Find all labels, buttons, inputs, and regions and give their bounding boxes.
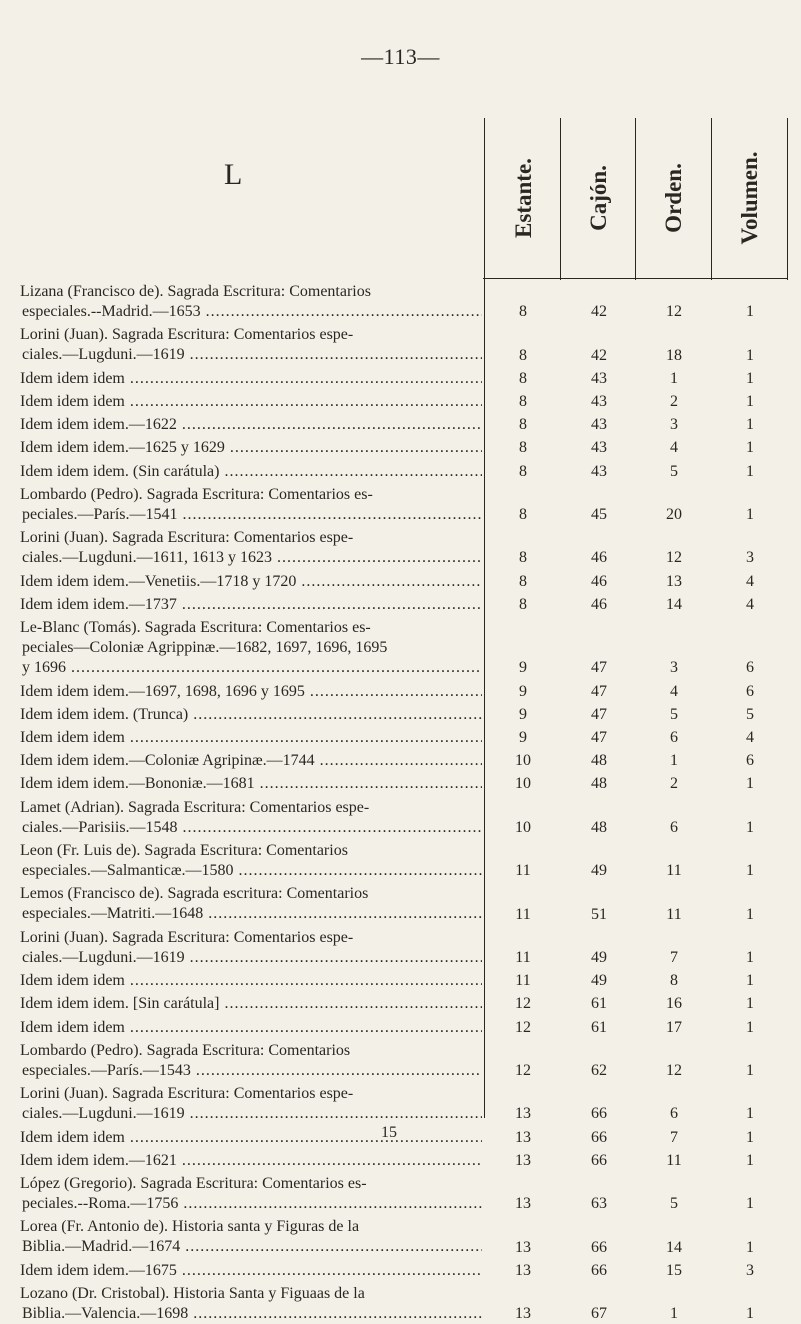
catalog-entry xyxy=(20,595,482,615)
entry-text-line: Idem idem idem.—1737 ..... xyxy=(20,595,482,615)
entry-text-line: Lorini (Juan). Sagrada Escritura: Comentarios espe- xyxy=(20,1085,354,1103)
entry-volumen: 6 xyxy=(746,752,754,770)
entry-cajon: 48 xyxy=(591,752,607,770)
entry-text-line: Idem idem idem.—1625 y 1629 ..... xyxy=(20,438,482,458)
entry-estante: 8 xyxy=(519,572,527,590)
entry-cajon: 48 xyxy=(591,775,607,793)
entry-estante: 13 xyxy=(515,1195,531,1213)
entry-text-line: Idem idem idem. (Sin carátula) ..... xyxy=(20,462,482,482)
column-header-volumen: Volumen. xyxy=(736,151,762,245)
entry-estante: 8 xyxy=(519,346,527,364)
entry-volumen: 1 xyxy=(746,439,754,457)
entry-text-line: especiales.—Matriti.—1648 ..... xyxy=(20,904,482,924)
catalog-entry xyxy=(20,1174,482,1214)
entry-estante: 13 xyxy=(515,1128,531,1146)
entry-orden: 12 xyxy=(666,549,682,567)
catalog-entry xyxy=(20,798,482,838)
entry-text-line: Idem idem idem.—Coloniæ Agripinæ.—1744 ..... xyxy=(20,751,482,771)
entry-estante: 8 xyxy=(519,549,527,567)
entry-text-line: ciales.—Lugduni.—1619 ..... xyxy=(20,1104,482,1124)
entry-volumen: 1 xyxy=(746,1305,754,1323)
catalog-entry xyxy=(20,1284,482,1324)
entry-volumen: 5 xyxy=(746,705,754,723)
entry-cajon: 66 xyxy=(591,1105,607,1123)
entry-orden: 14 xyxy=(666,1238,682,1256)
entry-orden: 1 xyxy=(670,1305,678,1323)
entry-text-line: Idem idem idem.—Bononiæ.—1681 ..... xyxy=(20,774,482,794)
entry-cajon: 51 xyxy=(591,905,607,923)
header-rule xyxy=(483,278,787,279)
entry-text-line: Lombardo (Pedro). Sagrada Escritura: Comentarios xyxy=(20,1041,351,1059)
entry-estante: 9 xyxy=(519,729,527,746)
entry-cajon: 43 xyxy=(591,439,607,457)
entry-cajon: 47 xyxy=(591,729,607,746)
catalog-entry xyxy=(20,728,482,748)
entry-cajon: 43 xyxy=(591,369,607,387)
entry-orden: 6 xyxy=(670,818,678,836)
entry-volumen: 1 xyxy=(746,346,754,364)
column-rule-1 xyxy=(560,118,561,280)
entry-cajon: 47 xyxy=(591,705,607,723)
entry-orden: 14 xyxy=(666,595,682,613)
entry-estante: 8 xyxy=(519,369,527,387)
entry-cajon: 43 xyxy=(591,393,607,410)
entry-text-line: Biblia.—Madrid.—1674 ..... xyxy=(20,1237,482,1257)
entry-estante: 8 xyxy=(519,439,527,457)
entry-estante: 13 xyxy=(515,1105,531,1123)
entry-orden: 17 xyxy=(666,1018,682,1036)
entry-estante: 11 xyxy=(515,949,531,966)
entry-cajon: 66 xyxy=(591,1128,607,1146)
entry-cajon: 49 xyxy=(591,862,607,880)
entry-orden: 4 xyxy=(670,682,678,700)
entry-estante: 13 xyxy=(515,1151,531,1169)
entry-volumen: 1 xyxy=(746,1238,754,1256)
entry-text-line: Lozano (Dr. Cristobal). Historia Santa y Figuaas de la xyxy=(20,1285,365,1302)
entry-volumen: 1 xyxy=(746,1151,754,1169)
entry-volumen: 1 xyxy=(746,1105,754,1123)
entry-cajon: 46 xyxy=(591,572,607,590)
entry-orden: 1 xyxy=(670,752,678,770)
entry-volumen: 1 xyxy=(746,775,754,793)
entry-text-line: Lorini (Juan). Sagrada Escritura: Comentarios espe- xyxy=(20,928,354,946)
entry-cajon: 42 xyxy=(591,303,607,321)
catalog-entry xyxy=(20,1084,482,1124)
column-rule-2 xyxy=(635,118,636,280)
entry-estante: 9 xyxy=(519,705,527,723)
entry-estante: 12 xyxy=(515,1062,531,1079)
column-header-estante: Estante. xyxy=(510,158,536,238)
catalog-entry xyxy=(20,1151,482,1171)
section-letter: L xyxy=(224,158,243,191)
entry-orden: 11 xyxy=(666,905,682,923)
entry-orden: 12 xyxy=(666,303,682,321)
entry-estante: 13 xyxy=(515,1261,531,1279)
entry-estante: 9 xyxy=(519,659,527,677)
column-rule-3 xyxy=(711,118,712,280)
entry-text-line: peciales—Coloniæ Agrippinæ.—1682, 1697, 1696, 1695 xyxy=(22,639,388,656)
catalog-entry xyxy=(20,841,482,881)
entry-cajon: 66 xyxy=(591,1261,607,1279)
entry-orden: 13 xyxy=(666,572,682,590)
entry-text-line: Idem idem idem ..... xyxy=(20,971,482,991)
entry-orden: 3 xyxy=(670,659,678,677)
entry-text-line: Idem idem idem ..... xyxy=(20,1128,482,1148)
column-header-cajon: Cajón. xyxy=(585,165,611,231)
entry-text-line: Leon (Fr. Luis de). Sagrada Escritura: Comentarios xyxy=(20,842,348,859)
entry-orden: 15 xyxy=(666,1261,682,1279)
entry-text-line: Idem idem idem. (Trunca) ..... xyxy=(20,705,482,725)
entry-orden: 7 xyxy=(670,1128,678,1146)
catalog-entry xyxy=(20,884,482,924)
entry-estante: 9 xyxy=(519,682,527,700)
entry-cajon: 48 xyxy=(591,818,607,836)
entry-cajon: 47 xyxy=(591,682,607,700)
catalog-entry xyxy=(20,462,482,482)
entry-cajon: 61 xyxy=(591,1018,607,1036)
entry-estante: 8 xyxy=(519,506,527,523)
entry-volumen: 1 xyxy=(746,905,754,923)
entry-text-line: ciales.—Parisiis.—1548 ..... xyxy=(20,818,482,838)
entry-text-line: López (Gregorio). Sagrada Escritura: Comentarios es- xyxy=(20,1175,367,1192)
entry-estante: 11 xyxy=(515,862,531,880)
catalog-entry xyxy=(20,415,482,435)
entry-orden: 6 xyxy=(670,729,678,746)
page-number: —113— xyxy=(361,44,440,69)
column-rule-left xyxy=(484,118,485,1118)
entry-text-line: Idem idem idem ..... xyxy=(20,728,482,748)
entry-volumen: 1 xyxy=(746,303,754,321)
entry-text-line: Lorini (Juan). Sagrada Escritura: Comentarios espe- xyxy=(20,326,354,344)
entry-volumen: 4 xyxy=(746,572,754,590)
catalog-entry xyxy=(20,392,482,412)
catalog-entry xyxy=(20,994,482,1014)
entry-text-line: Idem idem idem.—Venetiis.—1718 y 1720 ..... xyxy=(20,572,482,592)
column-rule-right xyxy=(787,118,788,280)
entry-text-line: Lombardo (Pedro). Sagrada Escritura: Comentarios es- xyxy=(20,485,373,503)
entry-text-line: especiales.—Salmanticæ.—1580 ..... xyxy=(20,861,482,881)
entry-text-line: Idem idem idem.—1697, 1698, 1696 y 1695 ..... xyxy=(20,682,482,702)
entry-orden: 5 xyxy=(670,705,678,723)
entry-text-line: Idem idem idem ..... xyxy=(20,1018,482,1038)
entry-orden: 12 xyxy=(666,1062,682,1079)
entry-orden: 18 xyxy=(666,346,682,364)
entry-cajon: 43 xyxy=(591,462,607,480)
entry-text-line: Lizana (Francisco de). Sagrada Escritura: Comentarios xyxy=(20,283,371,300)
entry-volumen: 1 xyxy=(746,949,754,966)
entry-orden: 11 xyxy=(666,1151,682,1169)
entry-estante: 8 xyxy=(519,416,527,434)
entry-text-line: ciales.—Lugduni.—1619 ..... xyxy=(20,948,482,968)
entry-volumen: 1 xyxy=(746,1018,754,1036)
entry-volumen: 1 xyxy=(746,462,754,480)
entry-orden: 11 xyxy=(666,862,682,880)
catalog-entry xyxy=(20,1018,482,1038)
entry-estante: 10 xyxy=(515,752,531,770)
entry-estante: 8 xyxy=(519,595,527,613)
catalog-entry xyxy=(20,528,482,568)
entry-estante: 10 xyxy=(515,818,531,836)
catalog-entry xyxy=(20,774,482,794)
entry-text-line: peciales.--Roma.—1756 ..... xyxy=(20,1194,482,1214)
entry-cajon: 63 xyxy=(591,1195,607,1213)
entry-cajon: 62 xyxy=(591,1062,607,1079)
entry-orden: 16 xyxy=(666,995,682,1013)
entry-text-line: Idem idem idem.—1621 ..... xyxy=(20,1151,482,1171)
entry-orden: 7 xyxy=(670,949,678,966)
entry-cajon: 45 xyxy=(591,506,607,523)
entry-cajon: 66 xyxy=(591,1238,607,1256)
entry-volumen: 1 xyxy=(746,393,754,410)
entry-volumen: 4 xyxy=(746,595,754,613)
catalog-entry xyxy=(20,438,482,458)
entry-estante: 10 xyxy=(515,775,531,793)
entry-estante: 11 xyxy=(515,905,531,923)
entry-text-line: Idem idem idem.—1675 ..... xyxy=(20,1261,482,1281)
catalog-entry xyxy=(20,618,482,678)
entry-estante: 12 xyxy=(515,1018,531,1036)
entry-cajon: 49 xyxy=(591,949,607,966)
entry-text-line: peciales.—París.—1541 ..... xyxy=(20,505,482,525)
entry-text-line: Idem idem idem. [Sin carátula] ..... xyxy=(20,994,482,1014)
catalog-entry xyxy=(20,369,482,389)
entry-text-line: especiales.--Madrid.—1653 ..... xyxy=(20,302,482,322)
entry-volumen: 1 xyxy=(746,1062,754,1079)
entry-estante: 8 xyxy=(519,303,527,321)
entry-cajon: 66 xyxy=(591,1151,607,1169)
entry-estante: 8 xyxy=(519,393,527,410)
entry-volumen: 1 xyxy=(746,416,754,434)
entry-orden: 5 xyxy=(670,1195,678,1213)
entry-orden: 6 xyxy=(670,1105,678,1123)
entry-cajon: 49 xyxy=(591,972,607,990)
entry-volumen: 6 xyxy=(746,659,754,677)
entry-text-line: Biblia.—Valencia.—1698 ..... xyxy=(20,1304,482,1324)
catalog-entry xyxy=(20,751,482,771)
entry-orden: 2 xyxy=(670,775,678,793)
catalog-entry xyxy=(20,971,482,991)
entry-cajon: 43 xyxy=(591,416,607,434)
catalog-entry xyxy=(20,572,482,592)
entry-text-line: Idem idem idem ..... xyxy=(20,392,482,412)
catalog-entry xyxy=(20,1261,482,1281)
entry-text-line: especiales.—París.—1543 ..... xyxy=(20,1061,482,1081)
catalog-entry xyxy=(20,325,482,365)
entry-orden: 2 xyxy=(670,393,678,410)
entry-text-line: ciales.—Lugduni.—1619 ..... xyxy=(20,345,482,365)
catalog-entry xyxy=(20,705,482,725)
entry-estante: 13 xyxy=(515,1305,531,1323)
entry-text-line: Lorea (Fr. Antonio de). Historia santa y Figuras de la xyxy=(20,1218,360,1236)
entry-text-line: ciales.—Lugduni.—1611, 1613 y 1623 ..... xyxy=(20,548,482,568)
entry-orden: 4 xyxy=(670,439,678,457)
entry-orden: 3 xyxy=(670,416,678,434)
entry-text-line: Lemos (Francisco de). Sagrada escritura: Comentarios xyxy=(20,885,369,903)
catalog-entry xyxy=(20,682,482,702)
catalog-entry xyxy=(20,485,482,525)
entry-cajon: 46 xyxy=(591,549,607,567)
catalog-entry xyxy=(20,1217,482,1257)
entry-text-line: Idem idem idem ..... xyxy=(20,369,482,389)
entry-text-line: Idem idem idem.—1622 ..... xyxy=(20,415,482,435)
entry-volumen: 6 xyxy=(746,682,754,700)
catalog-entry xyxy=(20,1041,482,1081)
entry-text-line: Lamet (Adrian). Sagrada Escritura: Comentarios espe- xyxy=(20,798,370,816)
entry-volumen: 1 xyxy=(746,995,754,1013)
entry-orden: 8 xyxy=(670,972,678,990)
entry-volumen: 1 xyxy=(746,506,754,523)
entry-text-line: Lorini (Juan). Sagrada Escritura: Comentarios espe- xyxy=(20,529,354,547)
entry-estante: 12 xyxy=(515,995,531,1013)
footer-mark: 15 xyxy=(381,1124,397,1141)
entry-volumen: 1 xyxy=(746,862,754,880)
catalog-entry xyxy=(20,282,482,322)
entry-volumen: 4 xyxy=(746,729,754,746)
entry-cajon: 67 xyxy=(591,1305,607,1323)
entry-text-line: Le-Blanc (Tomás). Sagrada Escritura: Comentarios es- xyxy=(20,619,371,636)
entry-estante: 8 xyxy=(519,462,527,480)
entry-volumen: 3 xyxy=(746,549,754,567)
catalog-entry xyxy=(20,928,482,968)
column-header-orden: Orden. xyxy=(661,163,686,233)
entry-cajon: 46 xyxy=(591,595,607,613)
entry-estante: 11 xyxy=(515,972,531,990)
entry-cajon: 42 xyxy=(591,346,607,364)
entry-text-line: y 1696 ..... xyxy=(20,658,482,678)
entry-orden: 1 xyxy=(670,369,678,387)
entry-cajon: 61 xyxy=(591,995,607,1013)
entry-orden: 20 xyxy=(666,506,682,523)
entry-volumen: 1 xyxy=(746,369,754,387)
entry-cajon: 47 xyxy=(591,659,607,677)
entry-orden: 5 xyxy=(670,462,678,480)
entry-volumen: 1 xyxy=(746,1195,754,1213)
entry-estante: 13 xyxy=(515,1238,531,1256)
entry-volumen: 1 xyxy=(746,818,754,836)
entry-volumen: 1 xyxy=(746,972,754,990)
catalog-entry xyxy=(20,1128,482,1148)
entry-volumen: 1 xyxy=(746,1128,754,1146)
entry-volumen: 3 xyxy=(746,1261,754,1279)
